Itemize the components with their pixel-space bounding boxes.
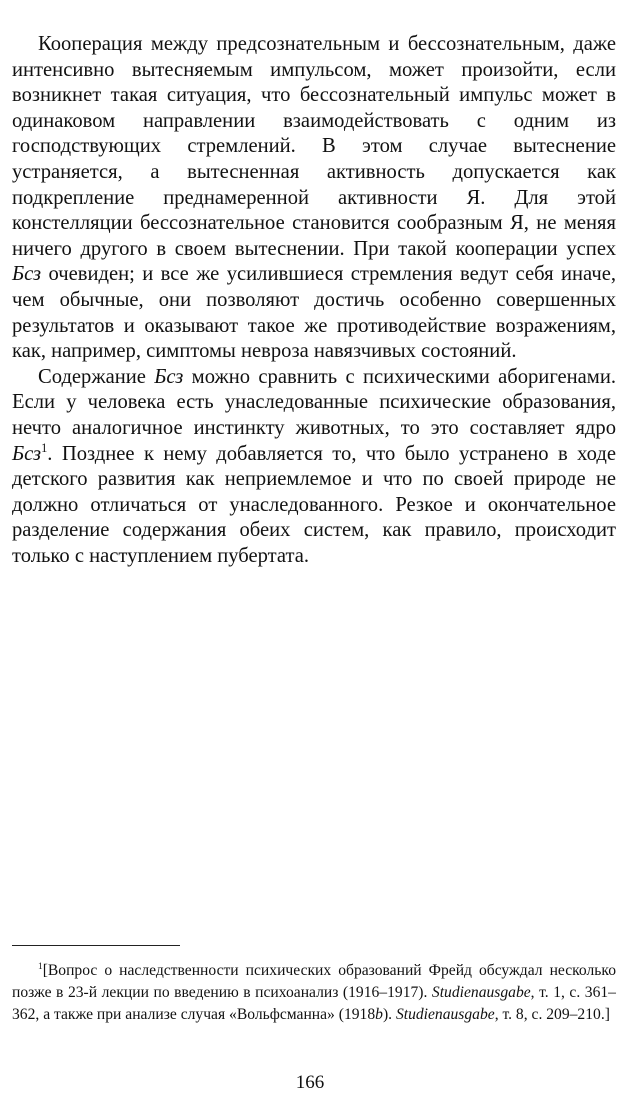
footnote-text (12, 960, 616, 1026)
italic-term: Бсз (12, 442, 42, 465)
text-run: , т. 8, с. 209–210.] (494, 1006, 610, 1023)
text-run: Кооперация между предсознательным и бессознательным, даже интенсивно вытесняемым импульсом, может произойти, если возникнет такая ситуация, что бессознательный импульс может в одинаковом направлении взаимодействовать с одним из господствующих стремлений. В этом случае вытеснение устраняется, а вытесненная активность допускается как подкрепление преднамеренной активности Я. Для этой констелляции бессознательное становится сообразным Я, не меняя ничего другого в своем вытеснении. При такой кооперации успех (12, 33, 616, 260)
paragraph-cooperation (12, 32, 616, 365)
text-run: [Вопрос о наследственности психических образований Фрейд обсуждал несколько позже в 23-й лекции по введению в психоанализ (1916–1917). (12, 962, 616, 1001)
footnote-divider (12, 945, 180, 946)
italic-letter: b (375, 1006, 383, 1023)
italic-source: Studienausgabe (431, 984, 531, 1001)
text-run: ). (382, 1006, 396, 1023)
paragraph-content (12, 365, 616, 570)
italic-term: Бсз (154, 365, 184, 388)
footnote-marker: 1 (38, 961, 43, 972)
text-run: можно сравнить с психическими аборигенами. Если у человека есть унаследованные психические образования, нечто аналогичное инстинкту животных, то это составляет ядро (12, 365, 616, 439)
text-run: . Позднее к нему добавляется то, что было устранено в ходе детского развития как неприемлемое и что по своей природе не должно отличаться от унаследованного. Резкое и окончательное разделение содержания обеих систем, как правило, происходит только с наступлением пубертата. (12, 442, 616, 567)
italic-source: Studienausgabe (395, 1006, 495, 1023)
page-number: 166 (295, 1072, 325, 1093)
footnote-reference[interactable]: 1 (41, 440, 48, 455)
text-run: , т. 1, с. 361–362, а также при анализе случая «Вольфсманна» (1918 (12, 984, 616, 1023)
italic-term: Бсз (12, 263, 42, 286)
main-text (12, 32, 616, 569)
text-run: Содержание (38, 365, 155, 388)
footnote (12, 960, 616, 1026)
text-run: очевиден; и все же усилившиеся стремления ведут себя иначе, чем обычные, они позволяют достичь особенно совершенных результатов и оказывают такое же противодействие возражениям, как, например, симптомы невроза навязчивых состояний. (12, 263, 616, 363)
